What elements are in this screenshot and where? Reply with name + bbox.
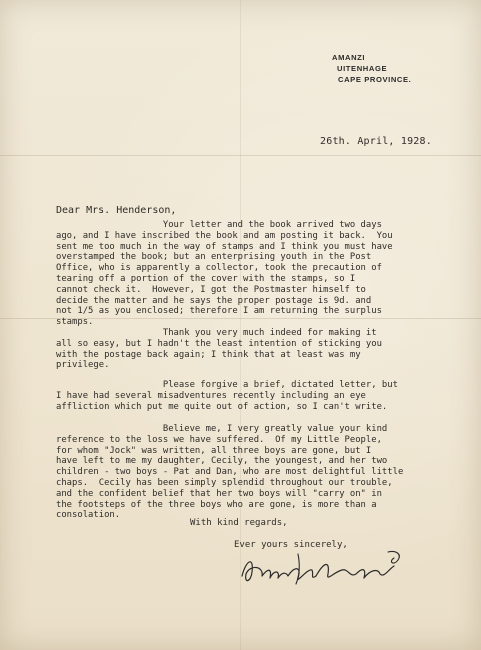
body-paragraph: Believe me, I very greatly value your kind reference to the loss we have suffered. Of my Little People, for whom "Jock" was written, all three boys are gone, but I have left to me my daughter, Cecily, the youngest, and her two children - two boys - Pat and Dan, who are most delightful little chaps. Cecily has been simply splendid throughout our trouble, and the confident belief that her two boys will "carry on" in the footsteps of the three boys who are gone, is more than a consolation. (56, 424, 404, 521)
letter-date: 26th. April, 1928. (320, 136, 432, 147)
salutation: Dear Mrs. Henderson, (56, 205, 177, 216)
handwritten-signature-icon (238, 548, 418, 588)
body-paragraph: Thank you very much indeed for making it all so easy, but I hadn't the least intention of sticking you with the postage back again; I think that at least was my privilege. (56, 328, 382, 371)
sign-off-line: Ever yours sincerely, (234, 540, 348, 550)
letterhead-line: CAPE PROVINCE. (338, 75, 412, 84)
body-paragraph: Your letter and the book arrived two days ago, and I have inscribed the book and am posting it back. You sent me too much in the way of stamps and I think you must have overstamped the book; but an enterprising youth in the Post Office, who is apparently a collector, took the precaution of tearing off a portion of the cover with the stamps, so I cannot check it. However, I got the Postmaster himself to decide the matter and he says the proper postage is 9d. and not 1/5 as you enclosed; therefore I am returning the surplus stamps. (56, 220, 393, 328)
closing-line: With kind regards, (190, 518, 288, 528)
body-paragraph: Please forgive a brief, dictated letter, but I have had several misadventures recently including an eye affliction which put me quite out of action, so I can't write. (56, 380, 398, 412)
letterhead-line: AMANZI (332, 53, 366, 62)
letterhead-line: UITENHAGE (337, 64, 388, 73)
letterhead (330, 52, 411, 85)
